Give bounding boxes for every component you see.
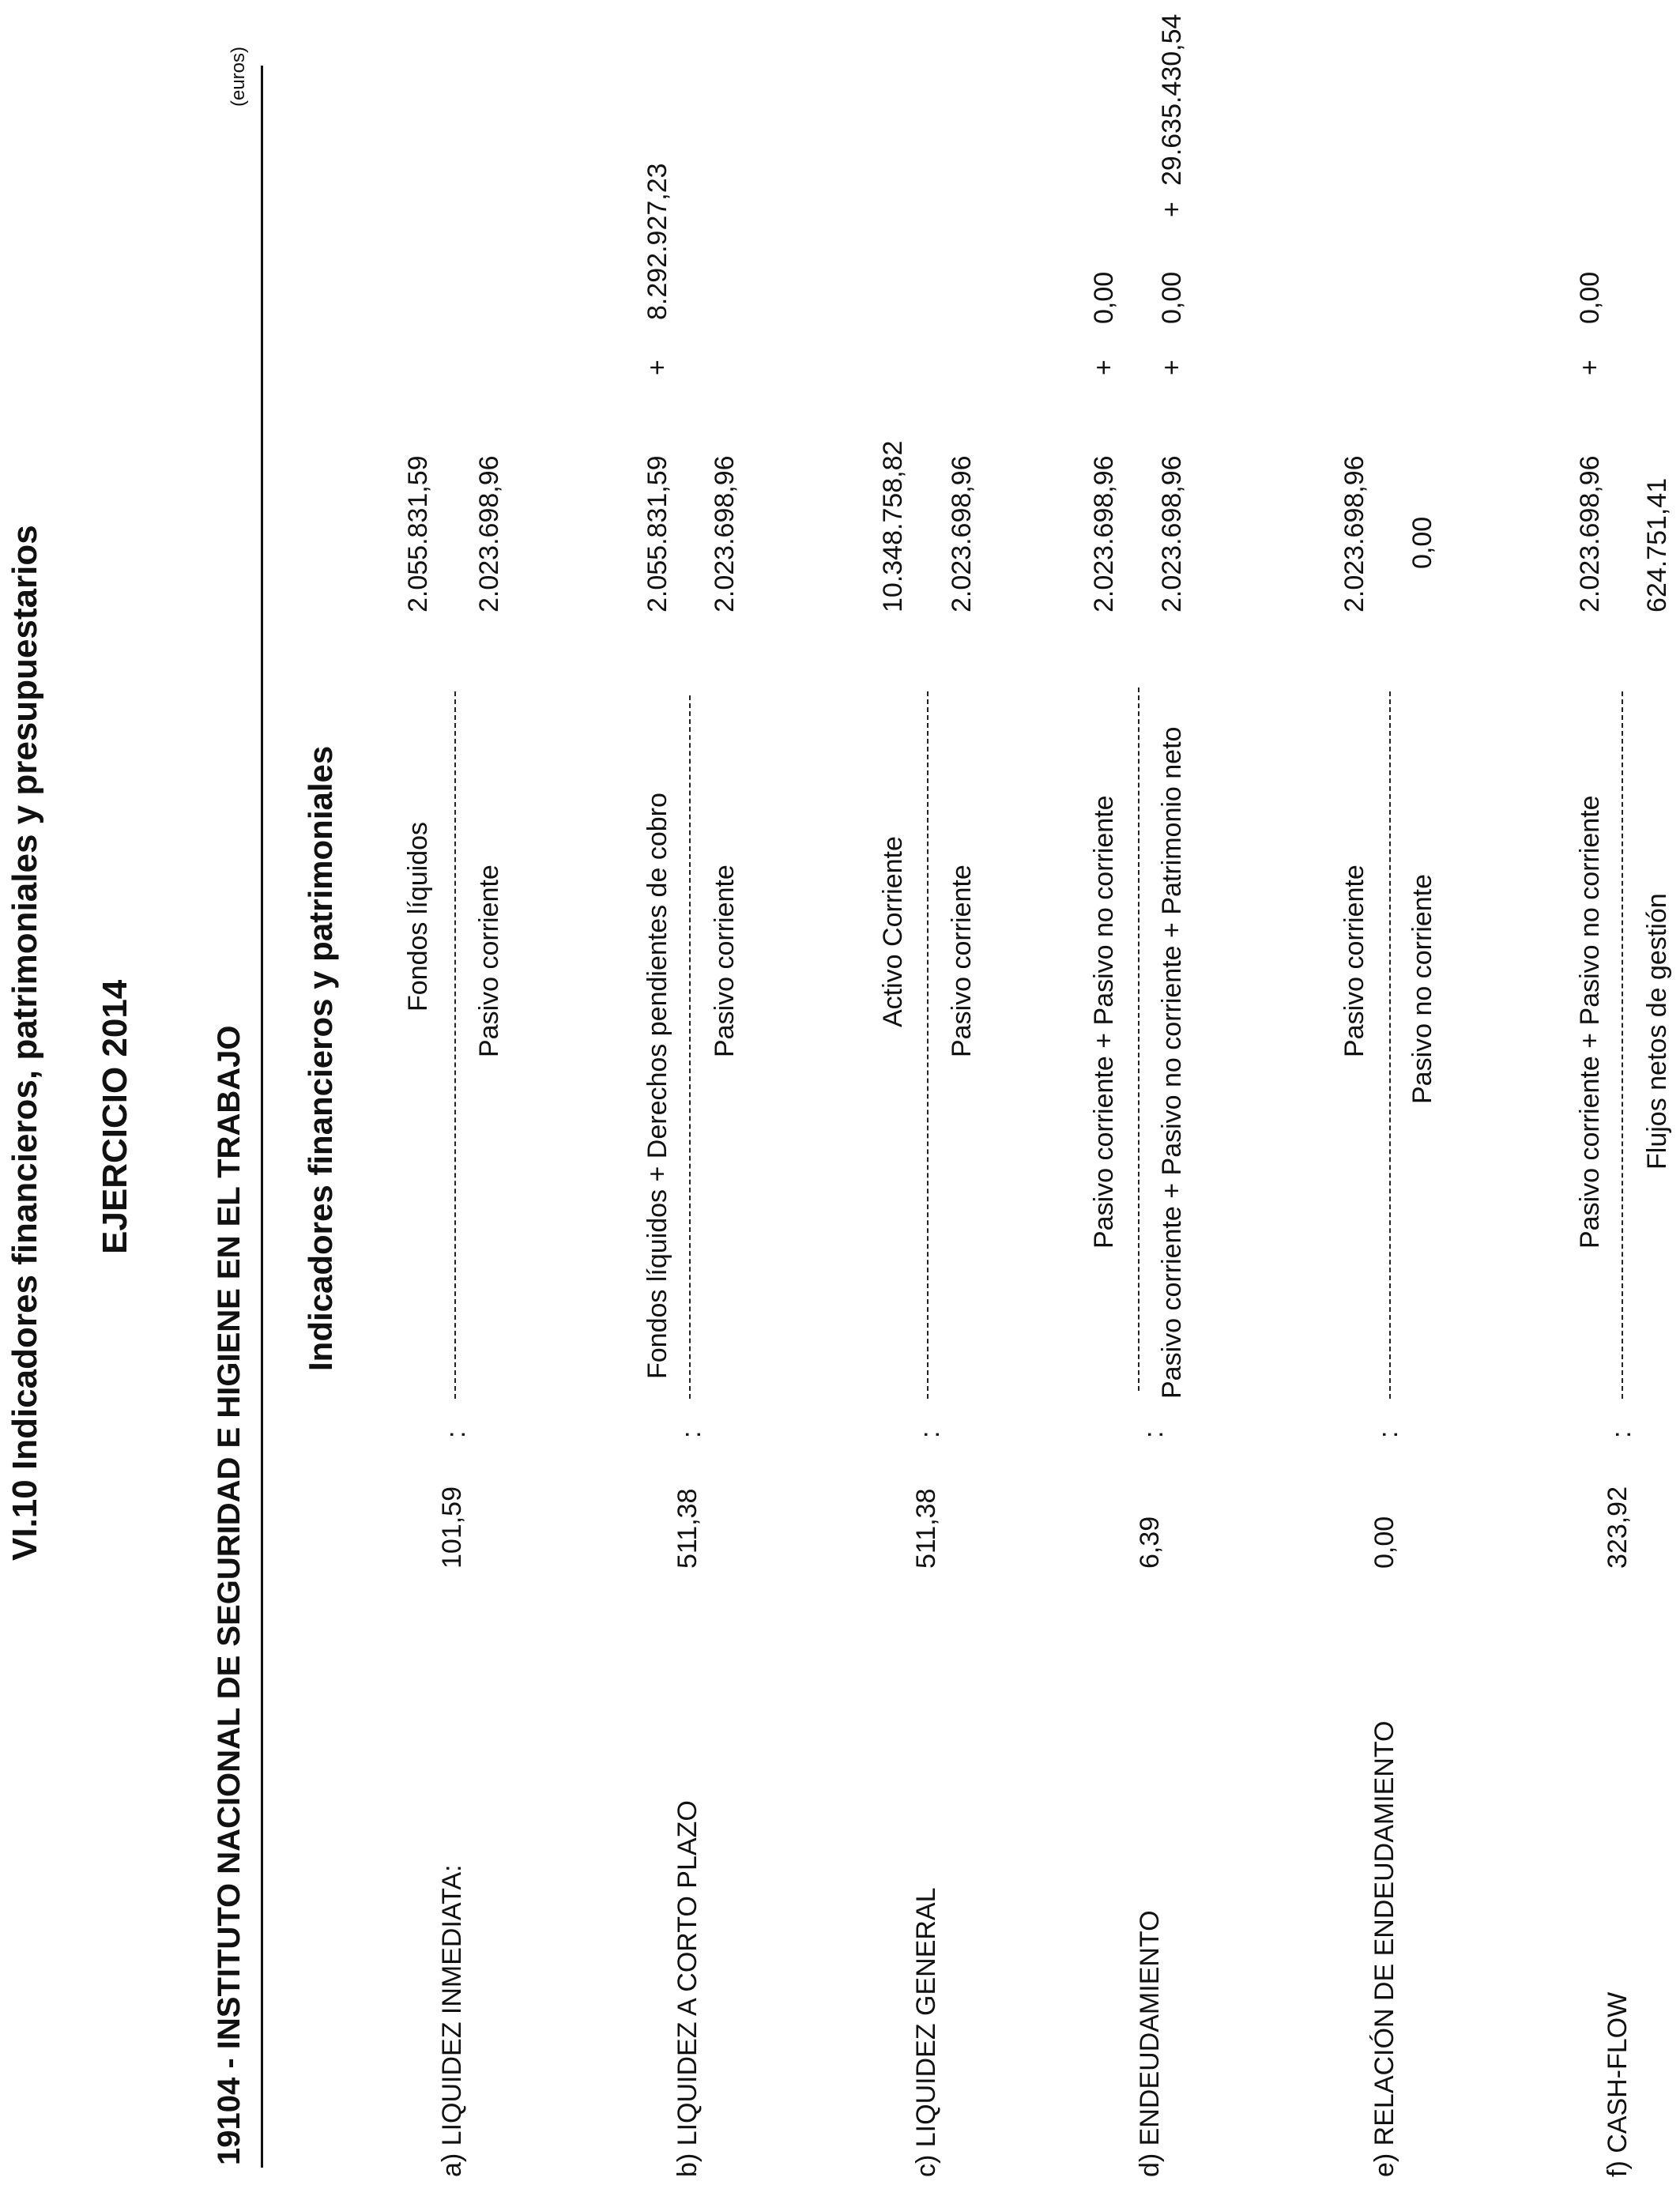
- numerator-formula: Fondos líquidos + Derechos pendientes de cobro: [642, 793, 672, 1379]
- currency-note: (euros): [228, 46, 249, 107]
- indicator-value: 511,38: [911, 1488, 941, 1569]
- plus-sign: +: [642, 360, 672, 375]
- fraction-line: [927, 691, 929, 1399]
- entity-header: 19104 - INSTITUTO NACIONAL DE SEGURIDAD E HIGIENE EN EL TRABAJO: [212, 1025, 247, 2165]
- numerator-formula: Pasivo corriente: [1339, 865, 1369, 1057]
- colon: :: [1607, 1430, 1637, 1438]
- plus-sign: +: [1089, 360, 1119, 375]
- denominator-value: 2.023.698,96: [710, 455, 740, 612]
- indicator-label: f) CASH-FLOW: [1603, 1991, 1633, 2177]
- indicator-value: 101,59: [437, 1486, 467, 1569]
- numerator-value: 0,00: [1575, 271, 1605, 324]
- fraction-line: [454, 691, 456, 1399]
- plus-sign: +: [1575, 360, 1605, 375]
- fraction-line: [1622, 691, 1623, 1399]
- denominator-value: 0,00: [1157, 271, 1187, 324]
- indicator-label: a) LIQUIDEZ INMEDIATA:: [437, 1864, 467, 2177]
- entity-underline: [261, 66, 263, 2168]
- colon: :: [915, 1430, 945, 1438]
- colon: :: [441, 1430, 471, 1438]
- fraction-line: [689, 695, 691, 1399]
- fraction-line: [1138, 688, 1139, 1391]
- numerator-formula: Activo Corriente: [878, 836, 908, 1027]
- denominator-formula: Flujos netos de gestión: [1642, 893, 1672, 1170]
- colon: :: [676, 1430, 706, 1438]
- numerator-formula: Pasivo corriente + Pasivo no corriente: [1089, 795, 1119, 1249]
- numerator-value: 8.292.927,23: [642, 163, 672, 320]
- indicator-value: 323,92: [1603, 1486, 1633, 1569]
- denominator-value: 2.023.698,96: [1157, 455, 1187, 612]
- section-title: Indicadores financieros y patrimoniales: [302, 745, 339, 1371]
- indicator-value: 6,39: [1135, 1516, 1165, 1569]
- numerator-value: 0,00: [1089, 271, 1119, 324]
- indicator-label: b) LIQUIDEZ A CORTO PLAZO: [672, 1800, 703, 2177]
- exercise-title: EJERCICIO 2014: [96, 979, 134, 1254]
- denominator-formula: Pasivo corriente: [474, 865, 504, 1057]
- numerator-value: 2.055.831,59: [403, 455, 433, 612]
- numerator-value: 10.348.758,82: [878, 440, 908, 612]
- fraction-line: [1389, 691, 1391, 1399]
- denominator-value: 2.023.698,96: [474, 455, 504, 612]
- numerator-formula: Fondos líquidos: [403, 821, 433, 1012]
- denominator-value: 29.635.430,54: [1157, 13, 1187, 186]
- colon: :: [1373, 1430, 1403, 1438]
- indicator-value: 511,38: [672, 1488, 703, 1569]
- denominator-formula: Pasivo corriente + Pasivo no corriente + Patrimonio neto: [1157, 726, 1187, 1399]
- denominator-value: 624.751,41: [1642, 477, 1672, 612]
- denominator-value: 2.023.698,96: [947, 455, 977, 612]
- denominator-formula: Pasivo corriente: [710, 865, 740, 1057]
- denominator-formula: Pasivo no corriente: [1407, 873, 1437, 1104]
- denominator-formula: Pasivo corriente: [947, 865, 977, 1057]
- indicator-label: c) LIQUIDEZ GENERAL: [911, 1887, 941, 2177]
- numerator-value: 2.023.698,96: [1575, 455, 1605, 612]
- colon: :: [1139, 1430, 1169, 1438]
- numerator-value: 2.023.698,96: [1089, 455, 1119, 612]
- plus-sign: +: [1157, 360, 1187, 375]
- denominator-value: 0,00: [1407, 516, 1437, 569]
- document-title: VI.10 Indicadores financieros, patrimoniales y presupuestarios: [6, 525, 44, 1561]
- plus-sign: +: [1157, 202, 1187, 217]
- numerator-value: 2.023.698,96: [1339, 455, 1369, 612]
- numerator-formula: Pasivo corriente + Pasivo no corriente: [1575, 795, 1605, 1249]
- indicator-value: 0,00: [1369, 1516, 1399, 1569]
- indicator-label: e) RELACIÓN DE ENDEUDAMIENTO: [1369, 1720, 1399, 2177]
- numerator-value: 2.055.831,59: [642, 455, 672, 612]
- indicator-label: d) ENDEUDAMIENTO: [1135, 1910, 1165, 2177]
